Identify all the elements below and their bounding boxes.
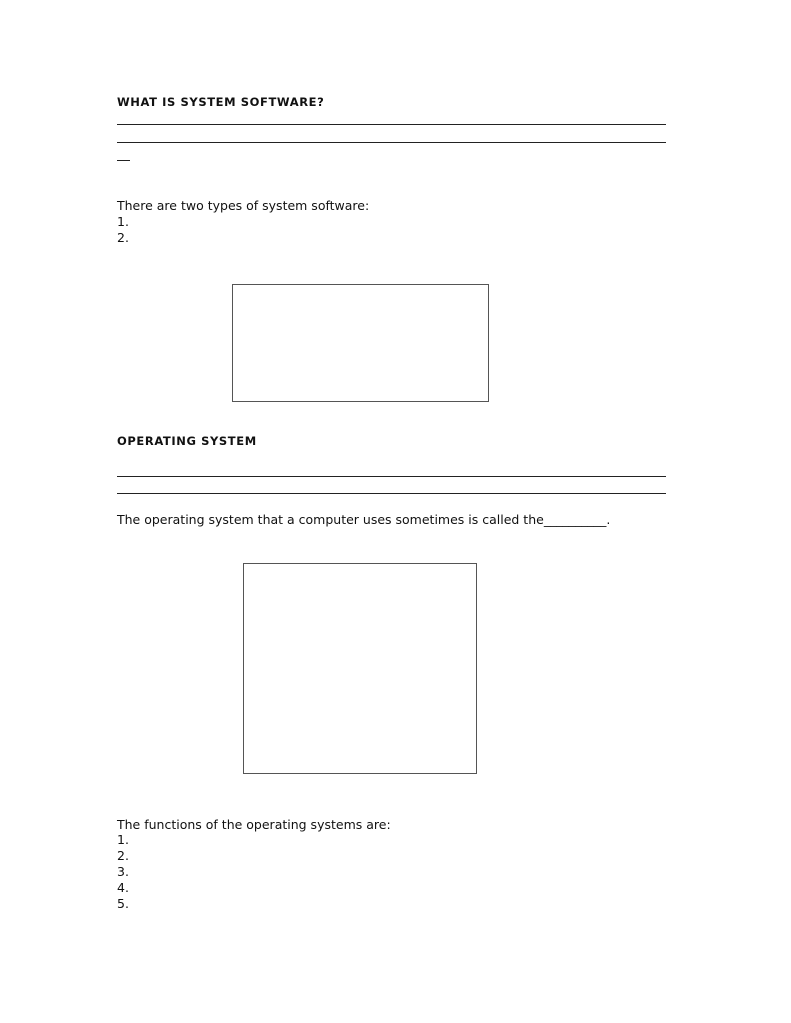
types-intro-text: There are two types of system software: <box>117 198 370 213</box>
blank-answer-line <box>117 493 666 494</box>
list-item: 5. <box>117 896 129 911</box>
list-item: 2. <box>117 230 129 245</box>
os-called-sentence: The operating system that a computer uses sometimes is called the__________. <box>117 512 611 527</box>
list-item: 1. <box>117 832 129 847</box>
heading-what-is-system-software: WHAT IS SYSTEM SOFTWARE? <box>117 95 325 109</box>
empty-diagram-box <box>232 284 489 402</box>
list-item: 2. <box>117 848 129 863</box>
blank-answer-line <box>117 142 666 143</box>
blank-answer-line <box>117 476 666 477</box>
blank-answer-line <box>117 160 130 161</box>
blank-answer-line <box>117 124 666 125</box>
list-item: 4. <box>117 880 129 895</box>
functions-list <box>117 832 129 912</box>
list-item: 1. <box>117 214 129 229</box>
functions-intro-text: The functions of the operating systems are: <box>117 817 391 832</box>
empty-diagram-box <box>243 563 477 774</box>
types-list <box>117 214 129 246</box>
list-item: 3. <box>117 864 129 879</box>
heading-operating-system: OPERATING SYSTEM <box>117 434 257 448</box>
